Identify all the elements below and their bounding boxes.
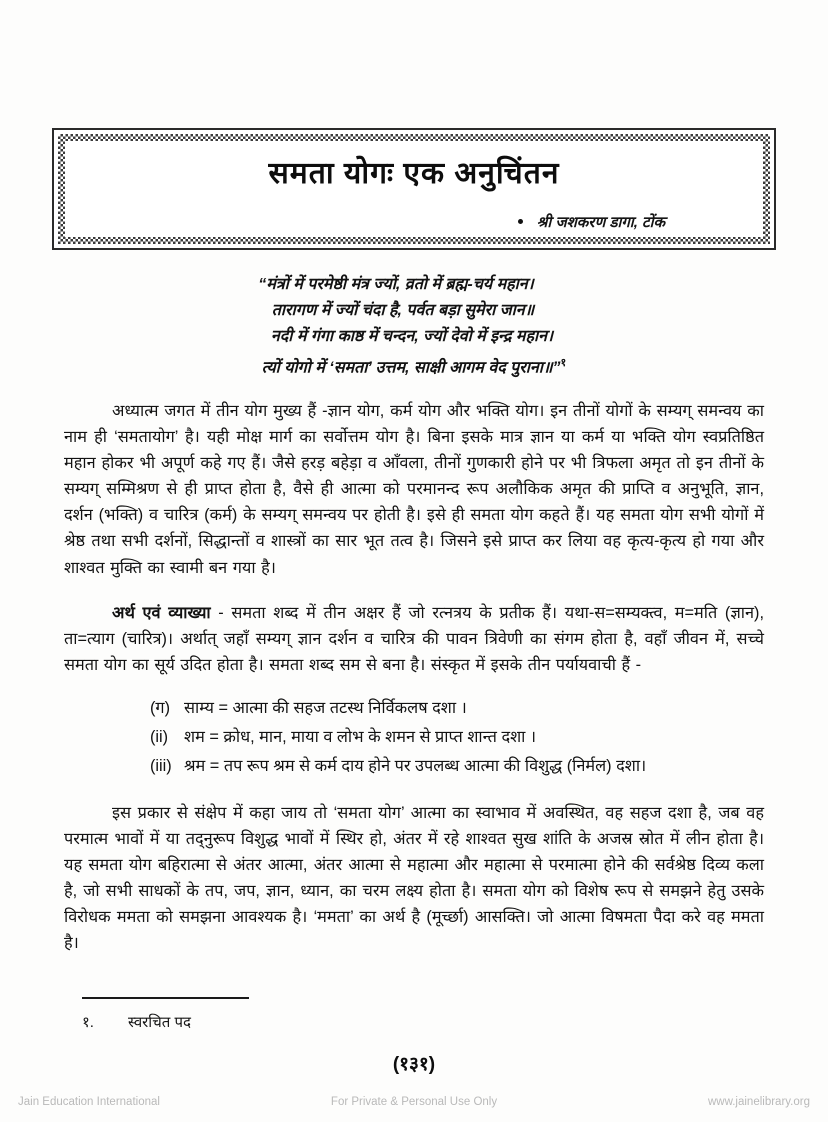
title-box-content bbox=[65, 141, 763, 237]
verse-block bbox=[52, 272, 776, 381]
body-column bbox=[64, 398, 764, 961]
paragraph-2-lead: अर्थ एवं व्याख्या bbox=[112, 603, 211, 622]
footnote-number: १. bbox=[82, 1014, 94, 1031]
title-box-ornamental-border bbox=[58, 134, 770, 244]
footnote-reference: १ bbox=[560, 357, 567, 369]
list-item-marker: (ii) bbox=[150, 727, 169, 746]
footnote-separator bbox=[82, 997, 249, 999]
footer-usage-notice: For Private & Personal Use Only bbox=[330, 1096, 498, 1108]
footer-website[interactable]: www.jainelibrary.org bbox=[707, 1096, 810, 1108]
list-item bbox=[64, 752, 764, 781]
footnote bbox=[82, 1012, 191, 1032]
title-box bbox=[52, 128, 776, 250]
author-byline: श्री जशकरण डागा, टोंक bbox=[536, 213, 665, 231]
paragraph-2 bbox=[64, 600, 764, 678]
byline-row bbox=[65, 212, 763, 232]
footer-organization: Jain Education International bbox=[18, 1096, 160, 1108]
page-number: (१३१) bbox=[392, 1054, 436, 1075]
verse-line: “मंत्रों में परमेष्ठी मंत्र ज्यों, व्रतो में ब्रह्म-चर्य महान। bbox=[258, 276, 534, 293]
list-item bbox=[64, 694, 764, 723]
page-title: समता योगः एक अनुचिंतन bbox=[268, 156, 560, 190]
list-item-marker: (iii) bbox=[150, 756, 172, 775]
bullet-icon bbox=[518, 219, 523, 224]
paragraph-2-text: - समता शब्द में तीन अक्षर हैं जो रत्नत्रय के प्रतीक हैं। यथा-स=सम्यक्त्व, म=मति (ज्ञान), ता=त्याग (चारित्र)। अर्थात् जहाँ सम्यग् ज्ञान दर्शन व चारित्र की पावन त्रिवेणी का संगम होता है, वहाँ जीवन में, सच्चे समता योग का सूर्य उदित होता है। समता शब्द सम से बना है। संस्कृत में इसके तीन पर्यायवाची हैं - bbox=[64, 603, 764, 674]
verse-line: तारागण में ज्यों चंदा है, पर्वत बड़ा सुमेरा जान॥ bbox=[271, 302, 535, 319]
list-item-text: शम = क्रोध, मान, माया व लोभ के शमन से प्राप्त शान्त दशा । bbox=[184, 727, 537, 746]
list-item-text: साम्य = आत्मा की सहज तटस्थ निर्विकलष दशा । bbox=[184, 698, 467, 717]
verse-line bbox=[52, 350, 776, 381]
paragraph-1: अध्यात्म जगत में तीन योग मुख्य हैं -ज्ञान योग, कर्म योग और भक्ति योग। इन तीनों योगों के सम्यग् समन्वय का नाम ही ‘समतायोग’ है। यही मोक्ष मार्ग का सर्वोत्तम योग है। बिना इसके मात्र ज्ञान या कर्म या भक्ति योग स्वप्रतिष्ठित महान होकर भी अपूर्ण कहे गए हैं। जैसे हरड़ बहेड़ा व ऑंवला, तीनों गुणकारी होने पर भी त्रिफला अमृत तो इन तीनों के सम्यग् सम्मिश्रण से ही प्राप्त होता है, वैसे ही आत्मा को परमानन्द रूप अलौकिक अमृत की प्राप्ति व अनुभूति, ज्ञान, दर्शन (भक्ति) व चारित्र (कर्म) के सम्यग् समन्वय पर होती है। इसे ही समता योग कहते हैं। यह समता योग सभी योगों में श्रेष्ठ तथा सभी दर्शनों, सिद्धान्तों व शास्त्रों का सार भूत तत्व है। जिसने इसे प्राप्त कर लिया वह कृत्य-कृत्य हो गया और शाश्वत मुक्ति का स्वामी बन गया है। bbox=[64, 402, 764, 577]
footnote-text: स्वरचित पद bbox=[128, 1014, 191, 1031]
list-item-marker: (ग) bbox=[150, 698, 171, 717]
page-footer bbox=[0, 1092, 828, 1112]
verse-line-text: त्यों योगो में ‘समता’ उत्तम, साक्षी आगम वेद पुराना॥” bbox=[261, 359, 561, 377]
definition-list bbox=[64, 694, 764, 781]
list-item-text: श्रम = तप रूप श्रम से कर्म दाय होने पर उपलब्ध आत्मा की विशुद्ध (निर्मल) दशा। bbox=[184, 756, 647, 775]
list-item bbox=[64, 723, 764, 752]
verse-line: नदी में गंगा काष्ठ में चन्दन, ज्यों देवो में इन्द्र महान। bbox=[270, 328, 554, 345]
paragraph-3: इस प्रकार से संक्षेप में कहा जाय तो ‘समता योग’ आत्मा का स्वाभाव में अवस्थित, वह सहज दशा है, जब वह परमात्म भावों में या तद्नुरूप विशुद्ध भावों में स्थिर हो, अंतर में रहे शाश्वत सुख शांति के अजस्र स्रोत में लीन होता है। यह समता योग बहिरात्मा से अंतर आत्मा, अंतर आत्मा से महात्मा और महात्मा से परमात्मा होने की सर्वश्रेष्ठ दिव्य कला है, जो सभी साधकों के तप, जप, ज्ञान, ध्यान, का चरम लक्ष्य होता है। समता योग को विशेष रूप से समझने हेतु उसके विरोधक ममता को समझना आवश्यक है। ‘ममता’ का अर्थ है (मूर्च्छा) आसक्ति। जो आत्मा विषमता पैदा करे वह ममता है। bbox=[64, 803, 764, 953]
